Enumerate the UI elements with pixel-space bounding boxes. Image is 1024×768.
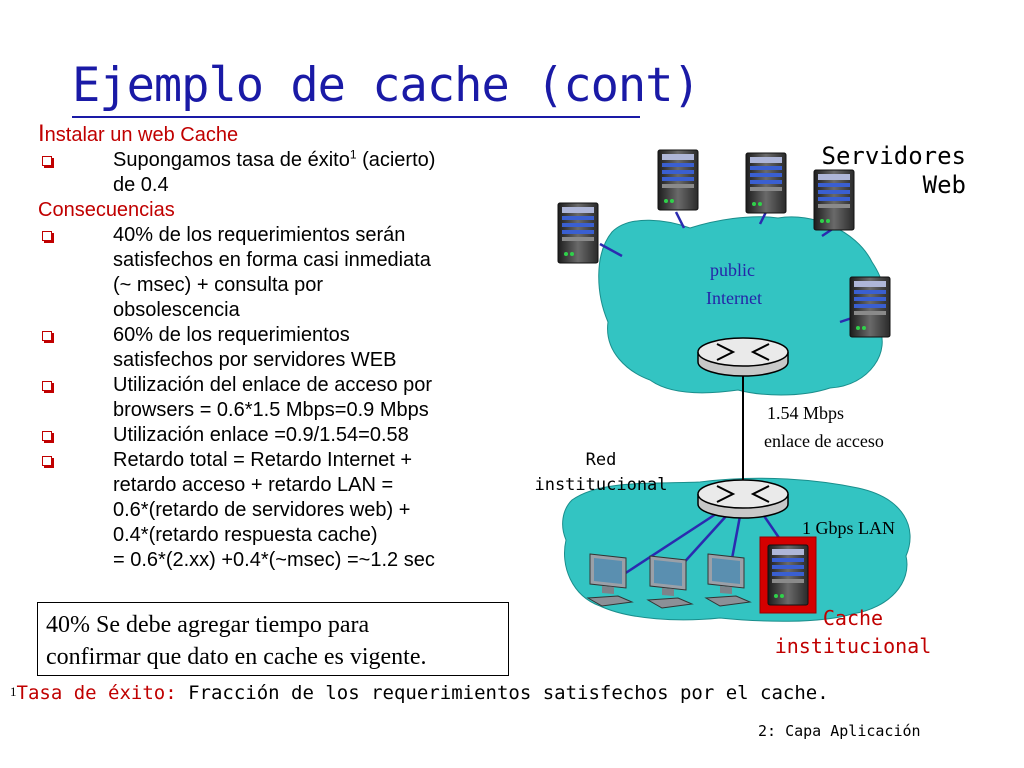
bullet-text: 40% de los requerimientos serán — [113, 224, 406, 246]
bullet-text: retardo acceso + retardo LAN = — [113, 474, 394, 496]
bullet-text: Supongamos tasa de éxito — [113, 149, 350, 171]
footnote-marker: 1 — [10, 684, 17, 699]
footnote-reference: 1 — [349, 147, 357, 162]
bullet-text: satisfechos en forma casi inmediata — [113, 249, 431, 271]
link-label-line-2: enlace de acceso — [764, 431, 884, 451]
intro-rest: nstalar un web Cache — [44, 124, 239, 146]
cache-label-line-1: Cache — [822, 606, 884, 630]
note-line-1: 40% Se debe agregar tiempo para — [46, 612, 370, 638]
intro-first-letter: I — [38, 120, 45, 147]
cloud-label-line-2: Internet — [706, 288, 762, 308]
bullet-text: Utilización del enlace de acceso por — [113, 374, 433, 396]
consequences-heading: Consecuencias — [38, 199, 175, 221]
web-server-icon — [558, 203, 598, 263]
servers-label-line-1: Servidores — [821, 142, 966, 170]
cache-server-icon — [768, 545, 808, 605]
web-server-icon — [850, 277, 890, 337]
cache-label-line-2: institucional — [774, 634, 932, 658]
bullet-text: 0.6*(retardo de servidores web) + — [113, 499, 411, 521]
bullet-text: browsers = 0.6*1.5 Mbps=0.9 Mbps — [113, 399, 429, 421]
slide-title: Ejemplo de cache (cont) — [72, 58, 700, 113]
bullet-text: 60% de los requerimientos — [113, 324, 350, 346]
bullet-text: obsolescencia — [113, 299, 240, 321]
inst-net-label-line-1: Red — [585, 450, 617, 470]
bullet-text: 0.4*(retardo respuesta cache) — [113, 524, 378, 546]
bullet-text: (acierto) — [356, 149, 436, 171]
bullet-text: Utilización enlace =0.9/1.54=0.58 — [113, 424, 409, 446]
institutional-router-icon — [698, 480, 788, 518]
inst-net-label-line-2: institucional — [534, 475, 668, 495]
web-server-icon — [814, 170, 854, 230]
bullet-text: (~ msec) + consulta por — [113, 274, 324, 296]
bullet-text: = 0.6*(2.xx) +0.4*(~msec) =~1.2 sec — [113, 549, 435, 571]
servers-label-line-2: Web — [922, 171, 966, 199]
footnote-text: Fracción de los requerimientos satisfechos por el cache. — [176, 682, 829, 704]
bullet-text: de 0.4 — [113, 174, 169, 196]
web-server-icon — [746, 153, 786, 213]
bullet-text: satisfechos por servidores WEB — [113, 349, 397, 371]
lan-label: 1 Gbps LAN — [802, 518, 895, 538]
footnote-term: Tasa de éxito: — [16, 682, 177, 704]
note-line-2: confirmar que dato en cache es vigente. — [46, 644, 427, 670]
web-server-icon — [658, 150, 698, 210]
slide-footer: 2: Capa Aplicación — [758, 722, 921, 740]
internet-router-icon — [698, 338, 788, 376]
link-label-line-1: 1.54 Mbps — [767, 403, 845, 423]
cloud-label-line-1: public — [710, 260, 755, 280]
bullet-text: Retardo total = Retardo Internet + — [113, 449, 413, 471]
